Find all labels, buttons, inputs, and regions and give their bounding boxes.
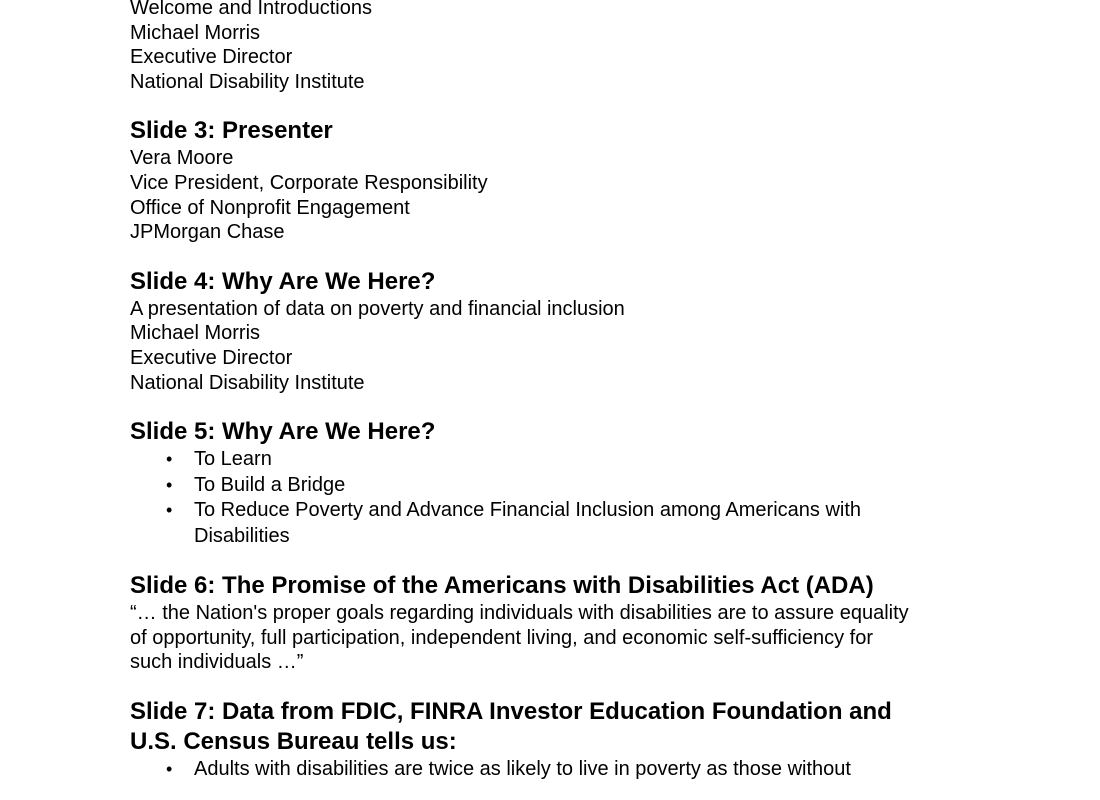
slide-3-heading: Slide 3: Presenter <box>130 117 333 145</box>
slide-6-quote-line: “… the Nation's proper goals regarding individuals with disabilities are to assure equality <box>130 602 909 625</box>
list-item <box>130 447 990 473</box>
list-item <box>130 473 990 499</box>
list-item-text: To Reduce Poverty and Advance Financial Inclusion among Americans with Disabilities <box>194 499 862 547</box>
slide-4-line: A presentation of data on poverty and financial inclusion <box>130 297 625 320</box>
slide-7-bullet-list <box>130 757 990 783</box>
slide-4-line: Michael Morris <box>130 322 261 345</box>
slide-3-line: Vice President, Corporate Responsibility <box>130 171 488 194</box>
slide-4-line: Executive Director <box>130 346 293 369</box>
slide-7-heading: Slide 7: Data from FDIC, FINRA Investor Education Foundation and <box>130 697 892 725</box>
list-item-text: Adults with disabilities are twice as likely to live in poverty as those without <box>194 757 851 780</box>
list-item <box>130 498 954 549</box>
intro-line: National Disability Institute <box>130 70 365 93</box>
slide-6-section <box>130 571 990 675</box>
slide-3-line: JPMorgan Chase <box>130 221 285 244</box>
list-item-text: To Build a Bridge <box>194 473 346 496</box>
slide-5-heading: Slide 5: Why Are We Here? <box>130 418 436 446</box>
bullet-icon: • <box>166 449 173 470</box>
slide-4-heading: Slide 4: Why Are We Here? <box>130 267 436 295</box>
slide-7-heading: U.S. Census Bureau tells us: <box>130 727 457 755</box>
slide-3-section <box>130 116 990 244</box>
bullet-icon: • <box>166 758 173 779</box>
intro-line: Executive Director <box>130 46 293 69</box>
slide-6-heading: Slide 6: The Promise of the Americans with Disabilities Act (ADA) <box>130 572 874 600</box>
list-item <box>130 757 990 783</box>
slide-3-line: Office of Nonprofit Engagement <box>130 196 410 219</box>
slide-5-bullet-list <box>130 447 990 549</box>
slide-6-quote-line: of opportunity, full participation, independent living, and economic self-sufficiency for <box>130 626 874 649</box>
list-item-text: To Learn <box>194 448 272 471</box>
document-page <box>130 0 990 782</box>
intro-section <box>130 0 990 94</box>
bullet-icon: • <box>166 500 173 521</box>
intro-line: Welcome and Introductions <box>130 0 372 19</box>
bullet-icon: • <box>166 474 173 495</box>
slide-6-quote-line: such individuals …” <box>130 651 304 674</box>
slide-4-section <box>130 267 990 395</box>
slide-4-line: National Disability Institute <box>130 371 365 394</box>
slide-5-section <box>130 417 990 549</box>
slide-7-section <box>130 697 990 783</box>
intro-line: Michael Morris <box>130 21 261 44</box>
slide-3-line: Vera Moore <box>130 147 234 170</box>
